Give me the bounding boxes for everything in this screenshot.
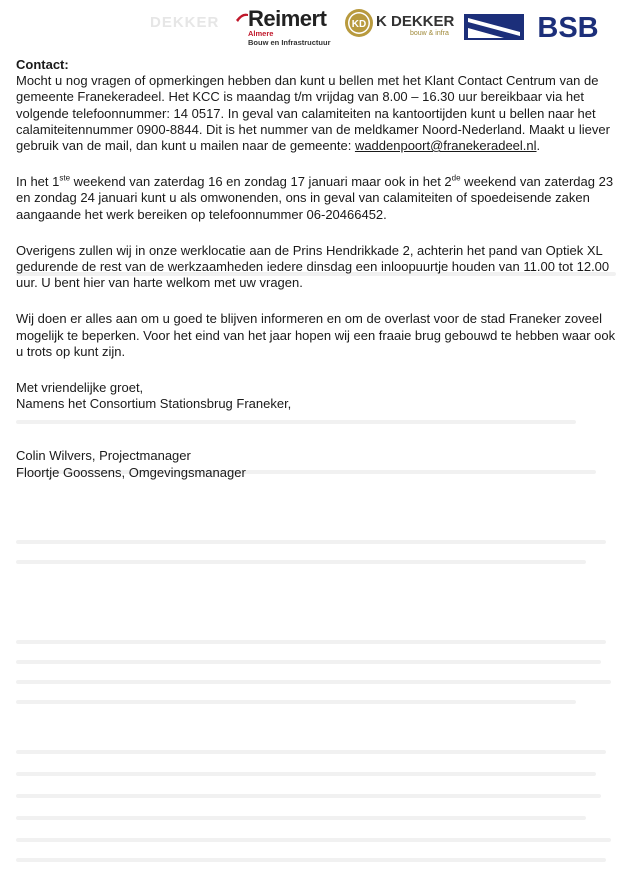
kdekker-logo xyxy=(376,14,454,37)
weekend-text-a: In het 1 xyxy=(16,174,60,190)
bleed-line xyxy=(16,640,606,644)
signer-environment-manager: Floortje Goossens, Omgevingsmanager xyxy=(16,464,246,480)
contact-paragraph-end: . xyxy=(536,138,541,154)
reimert-name: Reimert xyxy=(248,6,327,31)
bleed-line xyxy=(16,858,606,862)
bleed-through-logo-text: DEKKER xyxy=(150,14,220,31)
bleed-line xyxy=(16,540,606,544)
kd-badge-text: KD xyxy=(351,19,367,30)
letter-body xyxy=(16,57,616,481)
bleed-line xyxy=(16,750,606,754)
spacer xyxy=(16,291,616,311)
weekend-text-b: weekend van zaterdag 16 en zondag 17 januari maar ook in het 2 xyxy=(70,174,452,190)
logo-header xyxy=(0,4,630,48)
contact-paragraph xyxy=(16,73,616,154)
organization: Namens het Consortium Stationsbrug Franeker, xyxy=(16,396,292,412)
bsb-logo xyxy=(464,10,614,42)
kdekker-tagline: bouw & infra xyxy=(410,30,449,37)
bleed-line xyxy=(16,680,611,684)
email-link[interactable]: waddenpoort@franekeradeel.nl xyxy=(354,138,537,154)
closing-paragraph: Wij doen er alles aan om u goed te blijven informeren en om de overlast voor de stad Franeker zoveel mogelijk te beperken. Voor het eind van het jaar hopen wij een fraaie brug gebouwd te hebben waar ook u trots op kunt zijn. xyxy=(16,311,616,359)
reimert-tagline: Bouw en Infrastructuur xyxy=(248,38,331,47)
bleed-line xyxy=(16,700,576,704)
signer-project-manager: Colin Wilvers, Projectmanager xyxy=(16,448,191,464)
reimert-swoosh-icon xyxy=(236,12,248,22)
contact-paragraph-text: Mocht u nog vragen of opmerkingen hebben dan kunt u bellen met het Klant Contact Centrum van de gemeente Franekeradeel. Het KCC is maandag t/m vrijdag van 8.00 – 16.30 uur bereikbaar via het volgende telefoonnummer: 14 0517. In geval van calamiteiten na kantoortijden kunt u bellen naar het calamiteitennummer 0900-8844. Dit is het nummer van de meldkamer Noord-Nederland. Maakt u liever gebruik van de mail, dan kunt u mailen naar de gemeente: xyxy=(16,73,610,154)
contact-heading: Contact: xyxy=(16,57,69,72)
greeting: Met vriendelijke groet, xyxy=(16,380,144,396)
ordinal-second: de xyxy=(451,173,461,183)
spacer xyxy=(16,154,616,174)
weekend-text-c: weekend van zaterdag 23 en zondag 24 januari kunt u als omwonenden, ons in geval van calamiteiten of spoedeisende zaken aangaande het werk bereiken op telefoonnummer 06-20466452. xyxy=(16,174,614,222)
bleed-line xyxy=(16,772,596,776)
bsb-name: BSB xyxy=(537,12,599,42)
walk-in-paragraph: Overigens zullen wij in onze werklocatie aan de Prins Hendrikkade 2, achterin het pand van Optiek XL gedurende de rest van de werkzaamheden iedere dinsdag een inloopuurtje houden van 11.00 tot 12.00 uur. U bent hier van harte welkom met uw vragen. xyxy=(16,242,610,291)
spacer xyxy=(16,412,616,432)
spacer xyxy=(16,432,616,448)
bleed-line xyxy=(16,560,586,564)
bleed-line xyxy=(16,838,611,842)
weekend-paragraph xyxy=(16,174,616,223)
reimert-location: Almere xyxy=(248,29,274,38)
bleed-line xyxy=(16,816,586,820)
kdekker-name: K DEKKER xyxy=(376,13,455,30)
ordinal-first: ste xyxy=(59,173,71,183)
spacer xyxy=(16,360,616,380)
spacer xyxy=(16,223,616,243)
bleed-line xyxy=(16,794,601,798)
bleed-line xyxy=(16,660,601,664)
kd-badge-icon xyxy=(344,8,374,38)
reimert-logo xyxy=(236,6,341,46)
